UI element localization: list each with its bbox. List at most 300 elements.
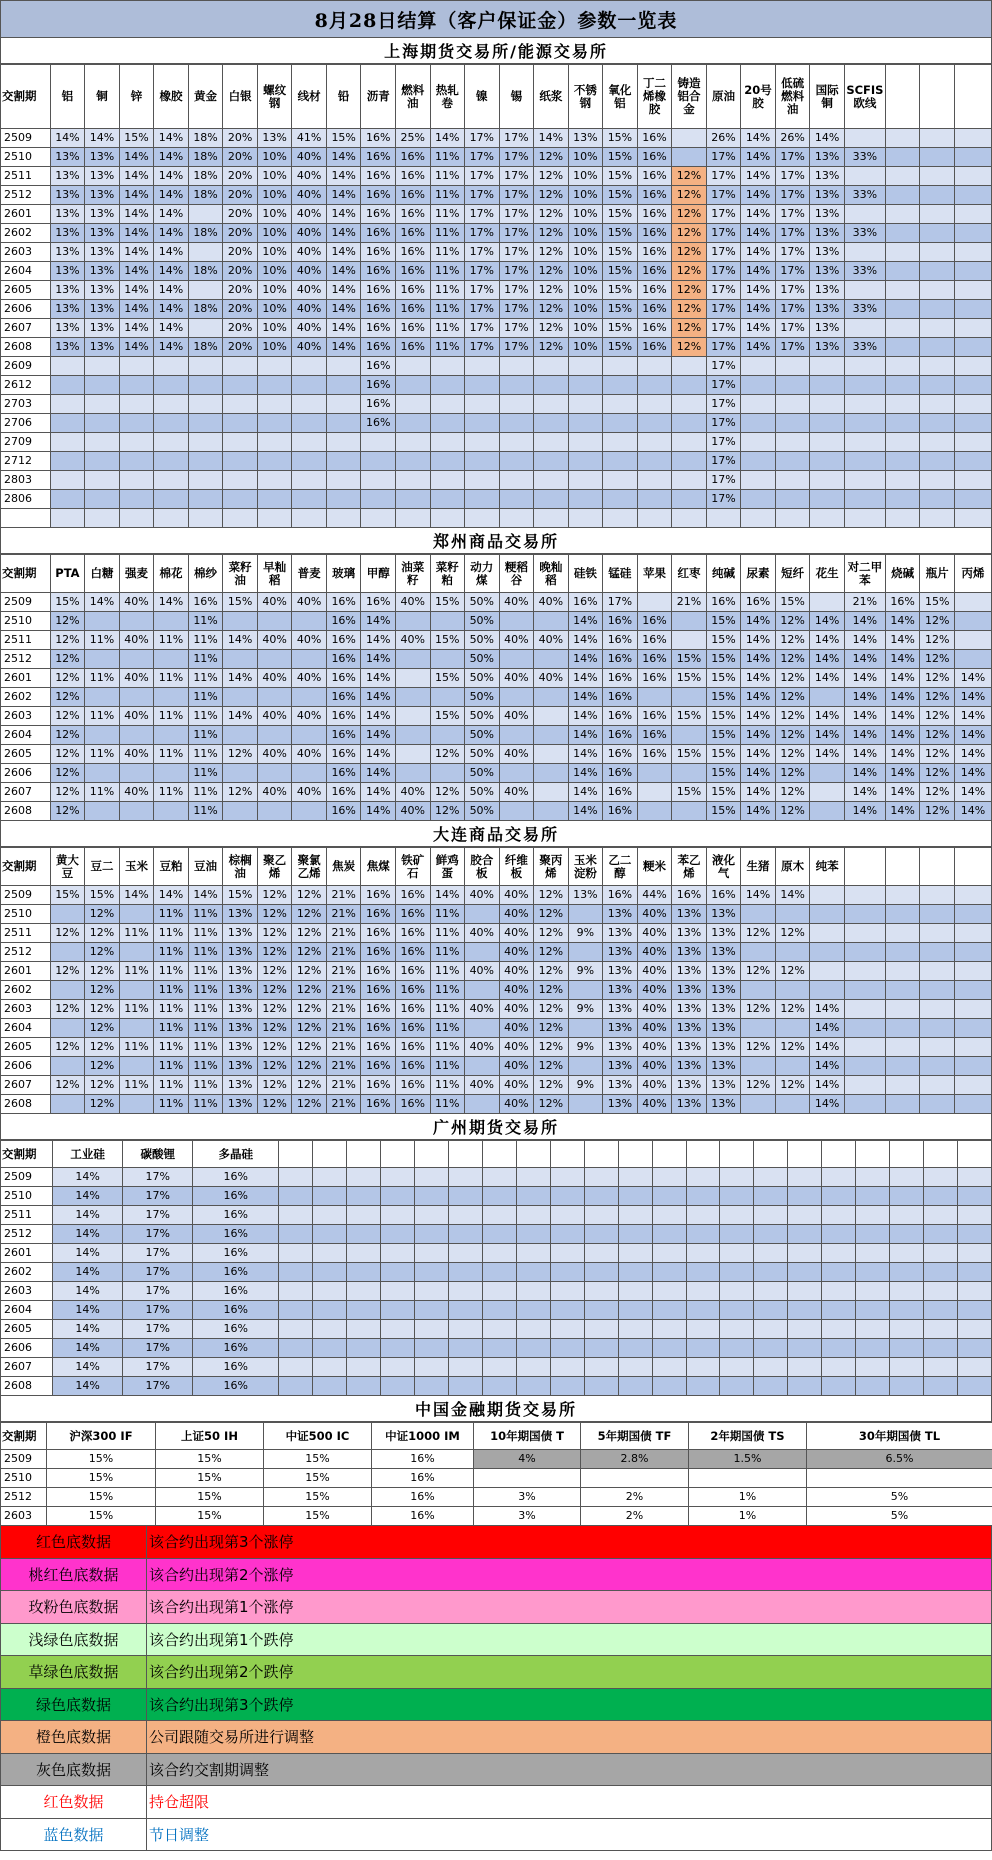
legend-key: 蓝色数据 [1, 1819, 147, 1851]
dce-cell: 16% [361, 1000, 396, 1019]
shfe-cell [154, 490, 189, 509]
dce-cell [741, 1095, 776, 1114]
gfex-cell [856, 1206, 890, 1225]
czce-cell: 40% [499, 593, 534, 612]
shfe-cell [154, 433, 189, 452]
dce-cell [844, 924, 885, 943]
shfe-cell: 40% [292, 148, 327, 167]
shfe-cell: 12% [534, 224, 569, 243]
gfex-cell [788, 1187, 822, 1206]
shfe-cell: 17% [465, 205, 500, 224]
shfe-cell [257, 357, 292, 376]
shfe-col-header: SCFIS欧线 [844, 65, 885, 129]
czce-cell: 11% [188, 707, 223, 726]
gfex-cell [279, 1168, 313, 1187]
shfe-cell: 2709 [1, 433, 51, 452]
shfe-cell [920, 490, 955, 509]
shfe-col-header: 氧化铝 [603, 65, 638, 129]
shfe-cell: 14% [119, 205, 154, 224]
dce-cell: 12% [534, 1000, 569, 1019]
shfe-cell: 17% [499, 262, 534, 281]
dce-cell: 21% [326, 943, 361, 962]
dce-cell [810, 981, 845, 1000]
gfex-cell [550, 1358, 584, 1377]
czce-cell [672, 631, 707, 650]
dce-cell: 21% [326, 962, 361, 981]
czce-col-header: 红枣 [672, 555, 707, 593]
gfex-cell [890, 1244, 924, 1263]
gfex-cell: 16% [193, 1377, 279, 1396]
gfex-cell [822, 1168, 856, 1187]
page-title: 8月28日结算（客户保证金）参数一览表 [0, 0, 992, 38]
gfex-cell [381, 1320, 415, 1339]
dce-cell: 11% [188, 1038, 223, 1057]
dce-cell [465, 1019, 500, 1038]
gfex-cell [584, 1263, 618, 1282]
dce-cell [885, 905, 920, 924]
gfex-row [1, 1225, 992, 1244]
gfex-cell [890, 1377, 924, 1396]
gfex-cell [415, 1301, 449, 1320]
shfe-cell: 2612 [1, 376, 51, 395]
gfex-cell [720, 1339, 754, 1358]
dce-cell [741, 1019, 776, 1038]
shfe-cell [954, 452, 991, 471]
legend-key: 红色数据 [1, 1786, 147, 1818]
cffex-cell: 1% [689, 1507, 807, 1526]
dce-cell: 12% [292, 1057, 327, 1076]
czce-cell [534, 612, 569, 631]
shfe-cell: 20% [223, 167, 258, 186]
czce-cell: 14% [885, 726, 920, 745]
dce-col-header: 黄大豆 [50, 848, 85, 886]
czce-cell: 2607 [1, 783, 51, 802]
shfe-cell [50, 414, 85, 433]
czce-cell [810, 593, 845, 612]
shfe-cell: 2712 [1, 452, 51, 471]
czce-cell: 16% [741, 593, 776, 612]
czce-cell: 14% [810, 726, 845, 745]
czce-cell: 16% [885, 593, 920, 612]
shfe-cell: 14% [741, 281, 776, 300]
shfe-cell: 17% [775, 243, 810, 262]
shfe-col-header [954, 65, 991, 129]
legend-key: 橙色底数据 [1, 1721, 147, 1753]
gfex-cell: 17% [123, 1320, 193, 1339]
shfe-row [1, 490, 992, 509]
shfe-row [1, 433, 992, 452]
gfex-cell [347, 1339, 381, 1358]
dce-cell: 40% [499, 1038, 534, 1057]
shfe-cell [188, 243, 223, 262]
czce-cell: 14% [361, 688, 396, 707]
shfe-cell [395, 471, 430, 490]
shfe-cell [223, 376, 258, 395]
shfe-cell: 17% [775, 338, 810, 357]
czce-cell [119, 764, 154, 783]
shfe-col-header: 低硫燃料油 [775, 65, 810, 129]
czce-cell: 16% [326, 593, 361, 612]
dce-cell: 11% [119, 1000, 154, 1019]
dce-cell [775, 943, 810, 962]
gfex-cell [686, 1225, 720, 1244]
gfex-cell [550, 1282, 584, 1301]
dce-cell: 40% [499, 1057, 534, 1076]
shfe-cell [603, 414, 638, 433]
czce-col-header: 动力煤 [465, 555, 500, 593]
czce-cell: 12% [50, 745, 85, 764]
dce-cell: 14% [810, 1076, 845, 1095]
shfe-cell [326, 357, 361, 376]
dce-cell [741, 981, 776, 1000]
shfe-col-header: 铅 [326, 65, 361, 129]
gfex-cell: 14% [53, 1225, 123, 1244]
dce-col-header: 焦炭 [326, 848, 361, 886]
czce-cell: 14% [954, 707, 991, 726]
gfex-cell [686, 1168, 720, 1187]
gfex-cell: 14% [53, 1206, 123, 1225]
dce-cell: 13% [672, 1057, 707, 1076]
shfe-cell: 14% [154, 243, 189, 262]
gfex-cell [856, 1320, 890, 1339]
gfex-cell [347, 1225, 381, 1244]
czce-cell: 21% [844, 593, 885, 612]
dce-col-header: 交割期 [1, 848, 51, 886]
czce-col-header: 棉纱 [188, 555, 223, 593]
shfe-cell: 13% [50, 186, 85, 205]
czce-cell [637, 783, 672, 802]
shfe-cell: 16% [637, 167, 672, 186]
shfe-cell [119, 414, 154, 433]
shfe-cell: 16% [395, 262, 430, 281]
shfe-cell: 12% [534, 281, 569, 300]
dce-cell: 13% [706, 962, 741, 981]
czce-col-header: 硅铁 [568, 555, 603, 593]
gfex-cell [313, 1225, 347, 1244]
czce-cell [395, 612, 430, 631]
czce-cell: 16% [326, 669, 361, 688]
gfex-cell: 14% [53, 1320, 123, 1339]
shfe-cell: 17% [465, 224, 500, 243]
czce-cell: 14% [954, 726, 991, 745]
shfe-cell: 12% [672, 281, 707, 300]
gfex-cell [482, 1377, 516, 1396]
cffex-col-header: 5年期国债 TF [581, 1423, 689, 1450]
shfe-cell: 40% [292, 167, 327, 186]
gfex-col-header [482, 1141, 516, 1168]
cffex-cell: 15% [156, 1488, 264, 1507]
dce-cell: 2603 [1, 1000, 51, 1019]
shfe-cell [188, 471, 223, 490]
czce-cell: 40% [499, 631, 534, 650]
czce-cell: 14% [810, 669, 845, 688]
shfe-cell: 13% [50, 300, 85, 319]
cffex-cell [581, 1469, 689, 1488]
shfe-cell [257, 490, 292, 509]
dce-cell: 16% [672, 886, 707, 905]
dce-cell [741, 905, 776, 924]
gfex-cell [448, 1358, 482, 1377]
gfex-cell [924, 1187, 958, 1206]
shfe-cell: 10% [568, 319, 603, 338]
shfe-cell [534, 452, 569, 471]
gfex-col-header [347, 1141, 381, 1168]
shfe-cell [465, 376, 500, 395]
gfex-cell [347, 1168, 381, 1187]
shfe-cell: 17% [706, 167, 741, 186]
czce-cell [430, 764, 465, 783]
gfex-cell [516, 1339, 550, 1358]
czce-cell: 40% [257, 593, 292, 612]
czce-cell [119, 802, 154, 821]
shfe-cell [395, 433, 430, 452]
shfe-cell [672, 452, 707, 471]
gfex-cell [279, 1377, 313, 1396]
shfe-cell [954, 167, 991, 186]
shfe-cell [154, 414, 189, 433]
shfe-cell [50, 357, 85, 376]
czce-cell: 2603 [1, 707, 51, 726]
czce-cell: 12% [50, 669, 85, 688]
gfex-col-header: 多晶硅 [193, 1141, 279, 1168]
shfe-cell [637, 433, 672, 452]
shfe-cell [885, 186, 920, 205]
czce-cell [154, 688, 189, 707]
shfe-cell [568, 376, 603, 395]
czce-cell: 16% [637, 726, 672, 745]
shfe-cell: 17% [706, 148, 741, 167]
czce-cell: 2602 [1, 688, 51, 707]
shfe-cell: 16% [395, 281, 430, 300]
shfe-cell: 17% [706, 395, 741, 414]
dce-row [1, 1057, 992, 1076]
shfe-cell [603, 376, 638, 395]
cffex-col-header: 中证1000 IM [372, 1423, 474, 1450]
shfe-cell: 13% [257, 129, 292, 148]
dce-cell: 9% [568, 962, 603, 981]
shfe-cell: 16% [637, 300, 672, 319]
czce-cell: 11% [188, 783, 223, 802]
gfex-cell [550, 1339, 584, 1358]
legend-row [0, 1591, 992, 1624]
dce-cell [920, 905, 955, 924]
shfe-cell: 14% [119, 148, 154, 167]
shfe-cell: 26% [775, 129, 810, 148]
dce-cell: 13% [603, 962, 638, 981]
gfex-cell: 2511 [1, 1206, 53, 1225]
czce-row [1, 688, 992, 707]
shfe-cell [119, 452, 154, 471]
shfe-cell [85, 490, 120, 509]
dce-cell: 12% [292, 962, 327, 981]
shfe-col-header: 国际铜 [810, 65, 845, 129]
gfex-col-header [890, 1141, 924, 1168]
gfex-cell [584, 1244, 618, 1263]
shfe-cell: 17% [499, 300, 534, 319]
gfex-cell [618, 1263, 652, 1282]
shfe-cell [810, 471, 845, 490]
shfe-cell: 17% [706, 433, 741, 452]
shfe-cell [920, 376, 955, 395]
shfe-cell [741, 452, 776, 471]
gfex-cell [686, 1263, 720, 1282]
gfex-cell [890, 1187, 924, 1206]
dce-cell: 12% [257, 981, 292, 1000]
gfex-cell [652, 1225, 686, 1244]
shfe-cell [50, 490, 85, 509]
dce-cell [568, 905, 603, 924]
dce-cell: 13% [672, 1038, 707, 1057]
gfex-col-header [516, 1141, 550, 1168]
shfe-cell [119, 433, 154, 452]
gfex-cell [550, 1301, 584, 1320]
shfe-col-header: 铜 [85, 65, 120, 129]
dce-cell: 12% [257, 1019, 292, 1038]
legend-row [0, 1786, 992, 1819]
cffex-cell [807, 1469, 992, 1488]
shfe-cell [326, 471, 361, 490]
czce-cell [637, 802, 672, 821]
gfex-cell [550, 1225, 584, 1244]
czce-cell: 16% [637, 631, 672, 650]
legend-key: 绿色底数据 [1, 1689, 147, 1721]
shfe-cell: 12% [672, 224, 707, 243]
shfe-cell: 16% [361, 319, 396, 338]
gfex-cell [448, 1244, 482, 1263]
gfex-cell [686, 1301, 720, 1320]
gfex-cell [924, 1263, 958, 1282]
shfe-cell: 17% [499, 167, 534, 186]
shfe-cell [954, 319, 991, 338]
dce-col-header: 豆粕 [154, 848, 189, 886]
czce-cell [499, 612, 534, 631]
shfe-cell [154, 357, 189, 376]
shfe-cell: 14% [154, 262, 189, 281]
czce-cell: 2512 [1, 650, 51, 669]
czce-cell: 14% [954, 783, 991, 802]
gfex-cell [415, 1206, 449, 1225]
shfe-section-title: 上海期货交易所/能源交易所 [0, 38, 992, 64]
shfe-cell: 2604 [1, 262, 51, 281]
shfe-cell [119, 490, 154, 509]
shfe-cell [920, 509, 955, 528]
czce-cell: 40% [499, 745, 534, 764]
dce-cell [568, 1057, 603, 1076]
shfe-cell: 20% [223, 319, 258, 338]
shfe-cell: 14% [119, 224, 154, 243]
dce-cell: 13% [672, 962, 707, 981]
gfex-cell [720, 1358, 754, 1377]
gfex-cell [788, 1244, 822, 1263]
legend-row [0, 1624, 992, 1657]
shfe-cell: 17% [465, 319, 500, 338]
dce-cell [50, 1095, 85, 1114]
dce-cell: 12% [85, 981, 120, 1000]
shfe-cell [954, 224, 991, 243]
czce-cell: 16% [603, 650, 638, 669]
dce-cell: 14% [810, 1057, 845, 1076]
shfe-cell [844, 452, 885, 471]
dce-cell: 40% [465, 1038, 500, 1057]
cffex-cell: 15% [47, 1488, 156, 1507]
cffex-cell: 2.8% [581, 1450, 689, 1469]
shfe-cell [885, 262, 920, 281]
gfex-row [1, 1187, 992, 1206]
shfe-cell: 17% [499, 205, 534, 224]
gfex-cell [754, 1225, 788, 1244]
dce-cell: 40% [637, 1000, 672, 1019]
czce-cell: 11% [154, 783, 189, 802]
dce-cell: 16% [395, 1095, 430, 1114]
shfe-cell [430, 376, 465, 395]
shfe-cell [637, 376, 672, 395]
dce-cell [568, 981, 603, 1000]
shfe-cell [810, 357, 845, 376]
czce-cell [430, 612, 465, 631]
czce-cell [119, 726, 154, 745]
shfe-cell: 10% [568, 205, 603, 224]
shfe-cell: 17% [775, 319, 810, 338]
dce-cell [954, 905, 991, 924]
gfex-cell [924, 1320, 958, 1339]
czce-cell: 40% [119, 783, 154, 802]
dce-col-header: 苯乙烯 [672, 848, 707, 886]
czce-cell: 12% [775, 783, 810, 802]
gfex-cell [584, 1377, 618, 1396]
dce-cell: 40% [499, 1019, 534, 1038]
shfe-cell [775, 376, 810, 395]
czce-cell [292, 764, 327, 783]
gfex-cell: 16% [193, 1225, 279, 1244]
shfe-cell [810, 452, 845, 471]
gfex-cell [482, 1187, 516, 1206]
czce-cell: 16% [603, 631, 638, 650]
czce-cell: 14% [361, 802, 396, 821]
dce-cell [885, 1000, 920, 1019]
gfex-cell: 2607 [1, 1358, 53, 1377]
czce-cell: 40% [292, 745, 327, 764]
shfe-cell [534, 433, 569, 452]
dce-cell: 15% [50, 886, 85, 905]
dce-cell: 9% [568, 1000, 603, 1019]
shfe-cell: 10% [568, 300, 603, 319]
gfex-cell [720, 1225, 754, 1244]
shfe-col-header: 不锈钢 [568, 65, 603, 129]
czce-cell [810, 688, 845, 707]
gfex-cell: 17% [123, 1244, 193, 1263]
shfe-cell [885, 167, 920, 186]
dce-cell: 21% [326, 1076, 361, 1095]
shfe-cell: 15% [326, 129, 361, 148]
shfe-cell [188, 205, 223, 224]
gfex-cell [822, 1225, 856, 1244]
shfe-cell: 10% [568, 186, 603, 205]
shfe-cell [465, 395, 500, 414]
shfe-cell: 14% [326, 205, 361, 224]
gfex-cell [890, 1282, 924, 1301]
czce-cell: 40% [292, 631, 327, 650]
czce-cell [154, 726, 189, 745]
gfex-cell: 17% [123, 1168, 193, 1187]
gfex-cell [958, 1168, 992, 1187]
dce-cell: 40% [637, 943, 672, 962]
gfex-cell [754, 1339, 788, 1358]
gfex-cell [856, 1244, 890, 1263]
shfe-cell: 18% [188, 167, 223, 186]
shfe-cell: 40% [292, 205, 327, 224]
shfe-cell [920, 262, 955, 281]
dce-cell: 12% [534, 1095, 569, 1114]
